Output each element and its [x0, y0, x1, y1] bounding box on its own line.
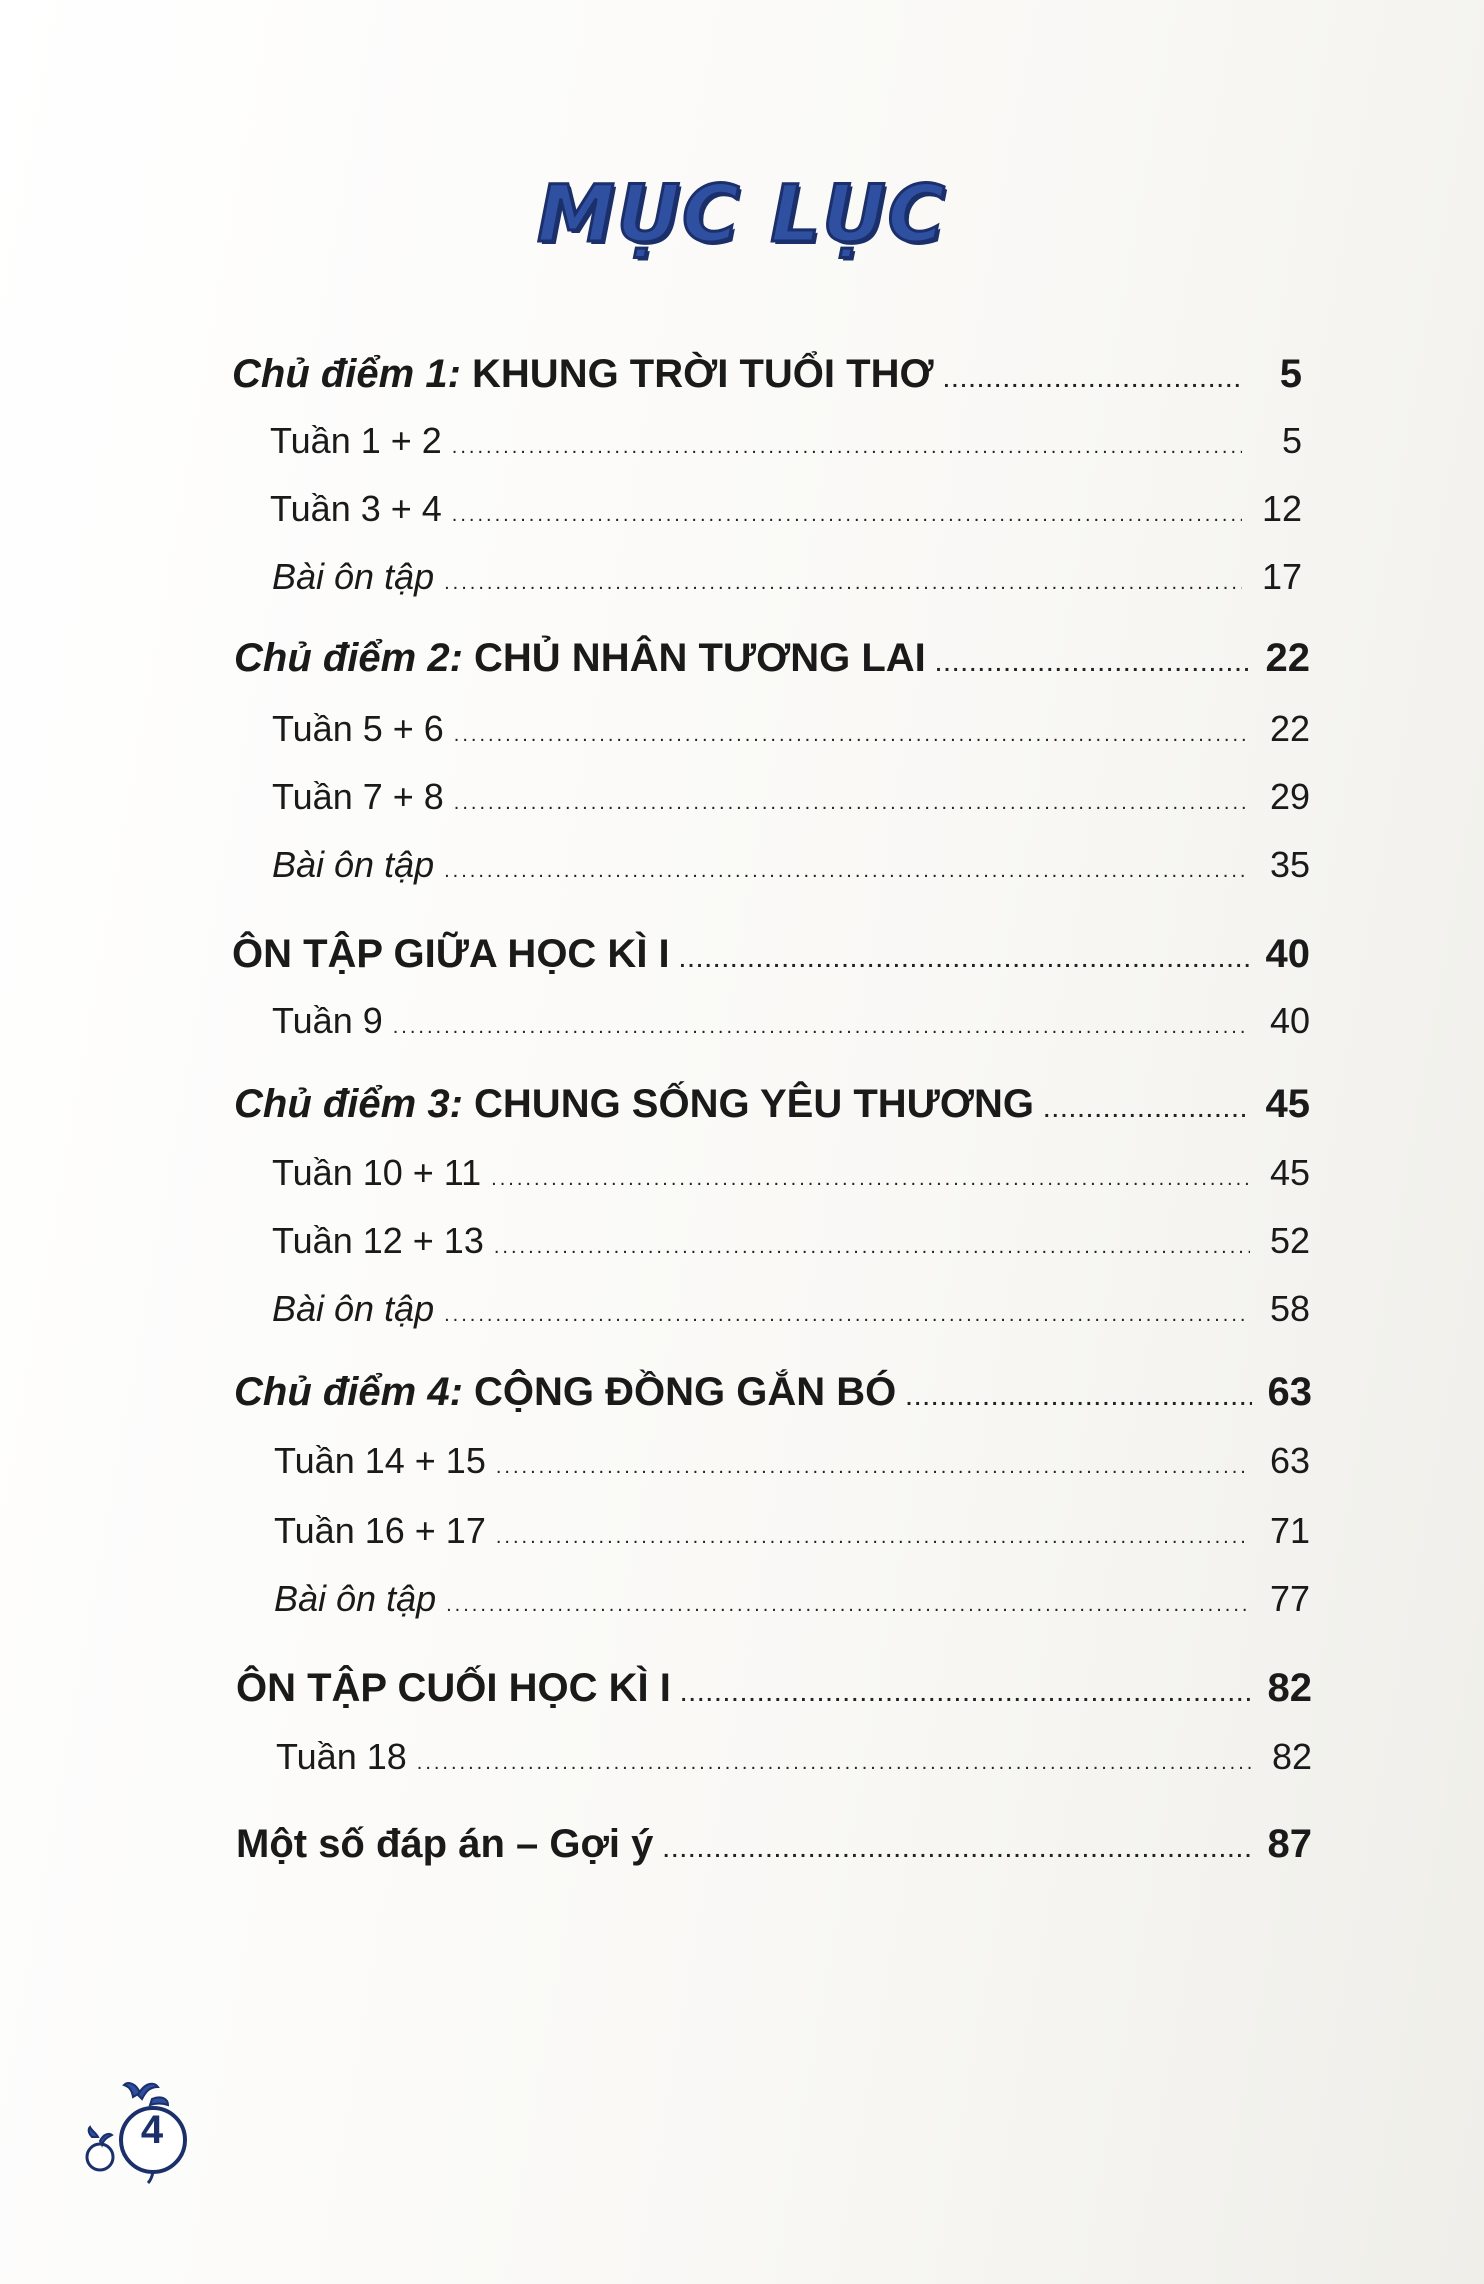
toc-entry-label: Tuần 1 + 2 [270, 420, 442, 461]
page-number: 4 [140, 2108, 164, 2152]
toc-page-number: 77 [1269, 1578, 1310, 1619]
toc-chapter-prefix: Chủ điểm 4: [234, 1370, 463, 1414]
toc-week-7-8[interactable] [272, 776, 1310, 826]
toc-chapter-title: CỘNG ĐỒNG GẮN BÓ [474, 1370, 897, 1414]
toc-review-4[interactable] [274, 1578, 1310, 1628]
toc-chapter-prefix: Chủ điểm 1: [232, 352, 461, 396]
toc-week-14-15[interactable] [274, 1440, 1310, 1490]
toc-chapter-title: CHỦ NHÂN TƯƠNG LAI [474, 636, 926, 680]
toc-review-2[interactable] [272, 844, 1310, 894]
toc-chapter-1[interactable] [232, 352, 1302, 402]
dot-leader [393, 1016, 1250, 1039]
toc-page-number: 22 [1265, 636, 1310, 680]
toc-entry-label: Tuần 10 + 11 [272, 1152, 482, 1193]
toc-entry-label: Tuần 7 + 8 [272, 776, 444, 817]
dot-leader [452, 504, 1242, 527]
toc-chapter-2[interactable] [234, 636, 1310, 686]
toc-chapter-title: ÔN TẬP CUỐI HỌC KÌ I [236, 1666, 671, 1710]
toc-chapter-3[interactable] [234, 1082, 1310, 1132]
toc-page-number: 52 [1269, 1220, 1310, 1261]
toc-entry-label: Bài ôn tập [272, 556, 435, 597]
toc-final-review[interactable] [236, 1666, 1312, 1716]
toc-page-number: 82 [1267, 1666, 1312, 1710]
toc-week-12-13[interactable] [272, 1220, 1310, 1270]
toc-entry-label: Bài ôn tập [274, 1578, 437, 1619]
toc-page-number: 63 [1267, 1370, 1312, 1414]
dot-leader [444, 572, 1242, 595]
toc-page-number: 5 [1281, 420, 1302, 461]
dot-leader [417, 1752, 1252, 1775]
dot-leader [944, 370, 1242, 393]
dot-leader [936, 654, 1250, 677]
toc-chapter-title: KHUNG TRỜI TUỔI THƠ [472, 352, 934, 396]
toc-entry-label: Tuần 14 + 15 [274, 1440, 486, 1481]
dot-leader [491, 1168, 1250, 1191]
dot-leader [444, 1304, 1250, 1327]
page-title: MỤC LỤC [537, 170, 947, 260]
toc-entry-label: Tuần 3 + 4 [270, 488, 442, 529]
toc-page-number: 12 [1261, 488, 1302, 529]
toc-entry-label: Tuần 12 + 13 [272, 1220, 484, 1261]
dot-leader [446, 1594, 1250, 1617]
dot-leader [452, 436, 1242, 459]
dot-leader [454, 792, 1250, 815]
dot-leader [1044, 1100, 1250, 1123]
toc-page-number: 40 [1265, 932, 1310, 976]
toc-page-number: 45 [1265, 1082, 1310, 1126]
toc-entry-label: Tuần 9 [272, 1000, 383, 1041]
dot-leader [444, 860, 1250, 883]
toc-chapter-title: CHUNG SỐNG YÊU THƯƠNG [474, 1082, 1034, 1126]
dot-leader [680, 950, 1250, 973]
toc-review-1[interactable] [272, 556, 1302, 606]
toc-entry-label: Bài ôn tập [272, 1288, 435, 1329]
toc-page-number: 35 [1269, 844, 1310, 885]
toc-page-number: 40 [1269, 1000, 1310, 1041]
toc-entry-label: Tuần 16 + 17 [274, 1510, 486, 1551]
toc-week-16-17[interactable] [274, 1510, 1310, 1560]
toc-page-number: 5 [1279, 352, 1302, 396]
dot-leader [454, 724, 1250, 747]
toc-entry-label: Tuần 5 + 6 [272, 708, 444, 749]
toc-page-number: 71 [1269, 1510, 1310, 1551]
toc-page-number: 17 [1261, 556, 1302, 597]
toc-page-number: 22 [1269, 708, 1310, 749]
dot-leader [681, 1684, 1252, 1707]
toc-page-number: 82 [1271, 1736, 1312, 1777]
toc-week-1-2[interactable] [270, 420, 1302, 470]
toc-chapter-prefix: Chủ điểm 2: [234, 636, 463, 680]
toc-page-number: 29 [1269, 776, 1310, 817]
toc-week-10-11[interactable] [272, 1152, 1310, 1202]
toc-midterm-review[interactable] [232, 932, 1310, 982]
dot-leader [663, 1840, 1252, 1863]
toc-page-number: 58 [1269, 1288, 1310, 1329]
toc-week-9[interactable] [272, 1000, 1310, 1050]
toc-week-5-6[interactable] [272, 708, 1310, 758]
toc-week-18[interactable] [276, 1736, 1312, 1786]
toc-review-3[interactable] [272, 1288, 1310, 1338]
toc-entry-label: Bài ôn tập [272, 844, 435, 885]
toc-chapter-title: ÔN TẬP GIỮA HỌC KÌ I [232, 932, 670, 976]
toc-page-number: 63 [1269, 1440, 1310, 1481]
dot-leader [494, 1236, 1250, 1259]
toc-page-number: 87 [1267, 1822, 1312, 1866]
toc-chapter-prefix: Chủ điểm 3: [234, 1082, 463, 1126]
toc-week-3-4[interactable] [270, 488, 1302, 538]
dot-leader [906, 1388, 1252, 1411]
toc-chapter-title: Một số đáp án – Gợi ý [236, 1822, 654, 1866]
toc-entry-label: Tuần 18 [276, 1736, 407, 1777]
toc-chapter-4[interactable] [234, 1370, 1312, 1420]
toc-page-number: 45 [1269, 1152, 1310, 1193]
toc-answers[interactable] [236, 1822, 1312, 1872]
dot-leader [496, 1526, 1250, 1549]
dot-leader [496, 1456, 1250, 1479]
